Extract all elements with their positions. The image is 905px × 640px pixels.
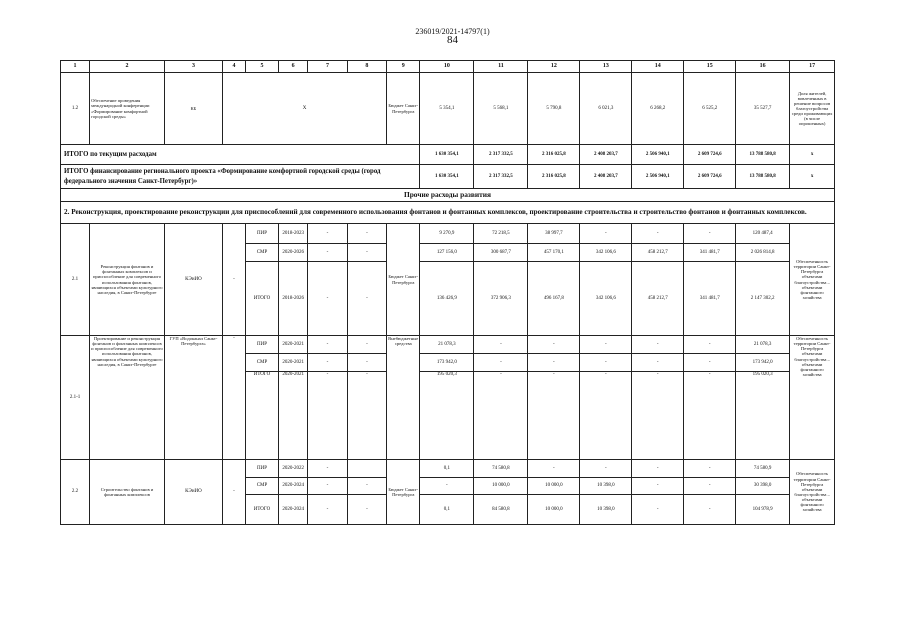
work-type: СМР	[245, 478, 278, 495]
value-cell: 0,1	[420, 495, 474, 525]
value-cell: -	[474, 354, 528, 372]
value-cell: -	[528, 372, 580, 460]
period: 2018-2026	[279, 262, 308, 336]
value-cell: -	[580, 354, 632, 372]
column-number-row	[61, 61, 835, 73]
indicator-note: х	[790, 165, 835, 189]
header-cell: 10	[420, 61, 474, 73]
executor: КЭиИО	[164, 460, 222, 525]
value-cell: 9 270,9	[420, 224, 474, 244]
value-cell: -	[684, 336, 736, 354]
header-cell: 12	[528, 61, 580, 73]
total-cell: 2 026 814,8	[736, 244, 790, 262]
value-cell: -	[684, 354, 736, 372]
work-type: СМР	[245, 244, 278, 262]
section-title-row	[61, 189, 835, 202]
value-cell: 10 398,0	[580, 478, 632, 495]
value-cell: 2 316 025,8	[528, 165, 580, 189]
total-project-label: ИТОГО финансирование регионального проекта «Формирование комфортной городской среды (город федерального значения Санкт-Петербург)»	[61, 165, 420, 189]
col7-cell: -	[308, 336, 347, 354]
funding-source: Бюджет Санкт-Петербурга	[387, 73, 420, 145]
value-cell: 342 106,6	[580, 244, 632, 262]
value-cell: 10 398,0	[580, 495, 632, 525]
value-cell: 38 997,7	[528, 224, 580, 244]
row-number: 2.2	[61, 460, 90, 525]
col7-cell: -	[308, 262, 347, 336]
total-current-label: ИТОГО по текущим расходам	[61, 145, 420, 165]
total-cell: 104 978,9	[736, 495, 790, 525]
value-cell: 2 317 332,5	[474, 165, 528, 189]
section-heading-row	[61, 202, 835, 224]
not-applicable-mark: Х	[223, 73, 387, 145]
col8-cell: -	[347, 336, 386, 354]
period: 2018-2023	[279, 224, 308, 244]
value-cell: 342 106,6	[580, 262, 632, 336]
col7-cell: -	[308, 478, 347, 495]
header-cell: 11	[474, 61, 528, 73]
header-cell: 13	[580, 61, 632, 73]
value-cell: -	[420, 478, 474, 495]
period: 2020-2026	[279, 244, 308, 262]
value-cell: 372 906,3	[474, 262, 528, 336]
value-cell: 173 942,0	[420, 354, 474, 372]
header-cell: 8	[347, 61, 386, 73]
value-cell: 5 790,8	[528, 73, 580, 145]
total-cell: 173 942,0	[736, 354, 790, 372]
value-cell: 2 317 332,5	[474, 145, 528, 165]
value-cell: 2 316 025,8	[528, 145, 580, 165]
value-cell: -	[632, 460, 684, 478]
value-cell: 1 630 354,1	[420, 145, 474, 165]
section-2-heading: 2. Реконструкция, проектирование реконструкции для приспособлений для современного использования фонтанов и фонтанных комплексов, проектирование строительства и строительство фонтанов и фонтанных комплексов.	[61, 202, 835, 224]
value-cell: 74 580,8	[474, 460, 528, 478]
executor: ГУП «Водоканал Санкт-Петербурга»	[164, 336, 222, 460]
funding-source: Бюджет Санкт-Петербурга	[387, 224, 420, 336]
value-cell: 2 609 724,6	[684, 165, 736, 189]
value-cell: -	[580, 460, 632, 478]
value-cell: -	[528, 336, 580, 354]
total-current-row	[61, 145, 835, 165]
total-cell: 195 020,3	[736, 372, 790, 460]
period: 2020-2021	[279, 354, 308, 372]
value-cell: -	[474, 336, 528, 354]
value-cell: -	[632, 495, 684, 525]
header-cell: 6	[279, 61, 308, 73]
document-id: 236019/2021-14797(1)	[415, 27, 490, 36]
header-cell: 5	[245, 61, 278, 73]
header-cell: 16	[736, 61, 790, 73]
work-type: ПИР	[245, 224, 278, 244]
value-cell: 10 000,0	[528, 478, 580, 495]
header-cell: 17	[790, 61, 835, 73]
value-cell: 341 481,7	[684, 262, 736, 336]
table-row	[61, 460, 835, 478]
header-cell: 14	[632, 61, 684, 73]
work-type: ПИР	[245, 336, 278, 354]
total-cell: 30 398,0	[736, 478, 790, 495]
col7-cell: -	[308, 372, 347, 460]
header-cell: 4	[223, 61, 246, 73]
value-cell: 6 268,2	[632, 73, 684, 145]
col7-cell: -	[308, 354, 347, 372]
period: 2020-2021	[279, 336, 308, 354]
row-number: 1.2	[61, 73, 90, 145]
value-cell: 10 000,0	[474, 478, 528, 495]
indicator-note: Обеспеченность территории Санкт-Петербурга объектами благоустройства – объектами фонтанного хозяйства	[790, 336, 835, 460]
col7-cell: -	[308, 224, 347, 244]
value-cell: 10 000,0	[528, 495, 580, 525]
value-cell: 84 580,8	[474, 495, 528, 525]
col8-cell: -	[347, 354, 386, 372]
col7-cell: -	[308, 495, 347, 525]
col8-cell: -	[347, 224, 386, 244]
funding-source: Бюджет Санкт-Петербурга	[387, 460, 420, 525]
value-cell: -	[632, 372, 684, 460]
total-cell: 74 580,9	[736, 460, 790, 478]
value-cell: -	[528, 460, 580, 478]
work-type: ИТОГО	[245, 372, 278, 460]
indicator-note: Доля жителей, вовлеченных в решение вопросов благоустройства среди проживающих (в числе опрошенных)	[790, 73, 835, 145]
value-cell: 458 212,7	[632, 244, 684, 262]
value-cell: 5 568,1	[474, 73, 528, 145]
value-cell: -	[580, 336, 632, 354]
page-number: 84	[447, 34, 458, 46]
activity-name: Реконструкция фонтанов и фонтанных комплексов и приспособление для современного использования фонтанов, являющихся объектами культурного наследия, в Санкт-Петербурге	[90, 224, 165, 336]
table-row	[61, 336, 835, 354]
row-number: 2.1	[61, 224, 90, 336]
value-cell: -	[684, 460, 736, 478]
header-cell: 3	[164, 61, 222, 73]
header-cell: 15	[684, 61, 736, 73]
col8-cell: -	[347, 262, 386, 336]
executor: КБ	[164, 73, 222, 145]
value-cell: -	[632, 478, 684, 495]
col8-cell: -	[347, 372, 386, 460]
value-cell: 2 609 724,6	[684, 145, 736, 165]
value-cell: -	[684, 495, 736, 525]
work-type: ПИР	[245, 460, 278, 478]
value-cell: -	[684, 478, 736, 495]
other-expenses-title: Прочие расходы развития	[61, 189, 835, 202]
value-cell: 1 630 354,1	[420, 165, 474, 189]
period: 2020-2021	[279, 372, 308, 460]
table-row	[61, 224, 835, 244]
value-cell: -	[684, 224, 736, 244]
total-cell: 13 788 580,8	[736, 145, 790, 165]
total-cell: 120 487,4	[736, 224, 790, 244]
header-cell: 9	[387, 61, 420, 73]
total-cell: 35 527,7	[736, 73, 790, 145]
value-cell: 21 078,3	[420, 336, 474, 354]
value-cell: 2 506 940,1	[632, 145, 684, 165]
col8-cell: -	[347, 478, 386, 495]
row-number: 2.1-1	[61, 336, 90, 460]
period: 2020-2024	[279, 495, 308, 525]
funding-source: Внебюджетные средства	[387, 336, 420, 460]
value-cell: 72 218,5	[474, 224, 528, 244]
value-cell: 458 212,7	[632, 262, 684, 336]
value-cell: -	[684, 372, 736, 460]
col7-cell: -	[308, 244, 347, 262]
budget-table	[60, 60, 835, 525]
header-cell: 2	[90, 61, 165, 73]
activity-name: Проектирование и реконструкция фонтанов и фонтанных комплексов и приспособление для современного использования фонтанов, являющихся объектами культурного наследия, в Санкт-Петербурге	[90, 336, 165, 460]
value-cell: 2 408 203,7	[580, 165, 632, 189]
total-project-row	[61, 165, 835, 189]
col8-cell	[347, 460, 386, 478]
period: 2020-2022	[279, 460, 308, 478]
col8-cell: -	[347, 244, 386, 262]
header-cell: 7	[308, 61, 347, 73]
value-cell: 457 170,1	[528, 244, 580, 262]
indicator-note: Обеспеченность территории Санкт-Петербурга объектами благоустройства – объектами фонтанного хозяйства	[790, 224, 835, 336]
value-cell: 300 687,7	[474, 244, 528, 262]
value-cell: 136 426,9	[420, 262, 474, 336]
value-cell: 341 481,7	[684, 244, 736, 262]
value-cell: 5 354,1	[420, 73, 474, 145]
col4-cell: -	[223, 460, 246, 525]
col4-cell: -	[223, 224, 246, 336]
value-cell: 2 408 203,7	[580, 145, 632, 165]
header-cell: 1	[61, 61, 90, 73]
budget-table-container	[60, 60, 835, 525]
period: 2020-2024	[279, 478, 308, 495]
value-cell: 2 506 940,1	[632, 165, 684, 189]
value-cell: 6 021,3	[580, 73, 632, 145]
total-cell: 21 078,3	[736, 336, 790, 354]
value-cell: -	[632, 224, 684, 244]
value-cell: 496 167,8	[528, 262, 580, 336]
value-cell: -	[580, 224, 632, 244]
value-cell: 195 020,3	[420, 372, 474, 460]
value-cell: -	[632, 354, 684, 372]
indicator-note: Обеспеченность территории Санкт-Петербурга объектами благоустройства – объектами фонтанного хозяйства	[790, 460, 835, 525]
value-cell: 0,1	[420, 460, 474, 478]
value-cell: -	[632, 336, 684, 354]
value-cell: 127 156,0	[420, 244, 474, 262]
executor: КЭиИО	[164, 224, 222, 336]
col7-cell: -	[308, 460, 347, 478]
work-type: ИТОГО	[245, 262, 278, 336]
value-cell: -	[528, 354, 580, 372]
activity-name: Строительство фонтанов и фонтанных комплексов	[90, 460, 165, 525]
total-cell: 2 147 302,2	[736, 262, 790, 336]
col4-cell: -	[223, 336, 246, 460]
indicator-note: х	[790, 145, 835, 165]
work-type: ИТОГО	[245, 495, 278, 525]
value-cell: -	[474, 372, 528, 460]
table-row	[61, 73, 835, 145]
total-cell: 13 788 580,8	[736, 165, 790, 189]
value-cell: -	[580, 372, 632, 460]
activity-name: Обеспечение проведения международной конференции «Формирование комфортной городской среды»	[90, 73, 165, 145]
work-type: СМР	[245, 354, 278, 372]
col8-cell: -	[347, 495, 386, 525]
value-cell: 6 525,2	[684, 73, 736, 145]
